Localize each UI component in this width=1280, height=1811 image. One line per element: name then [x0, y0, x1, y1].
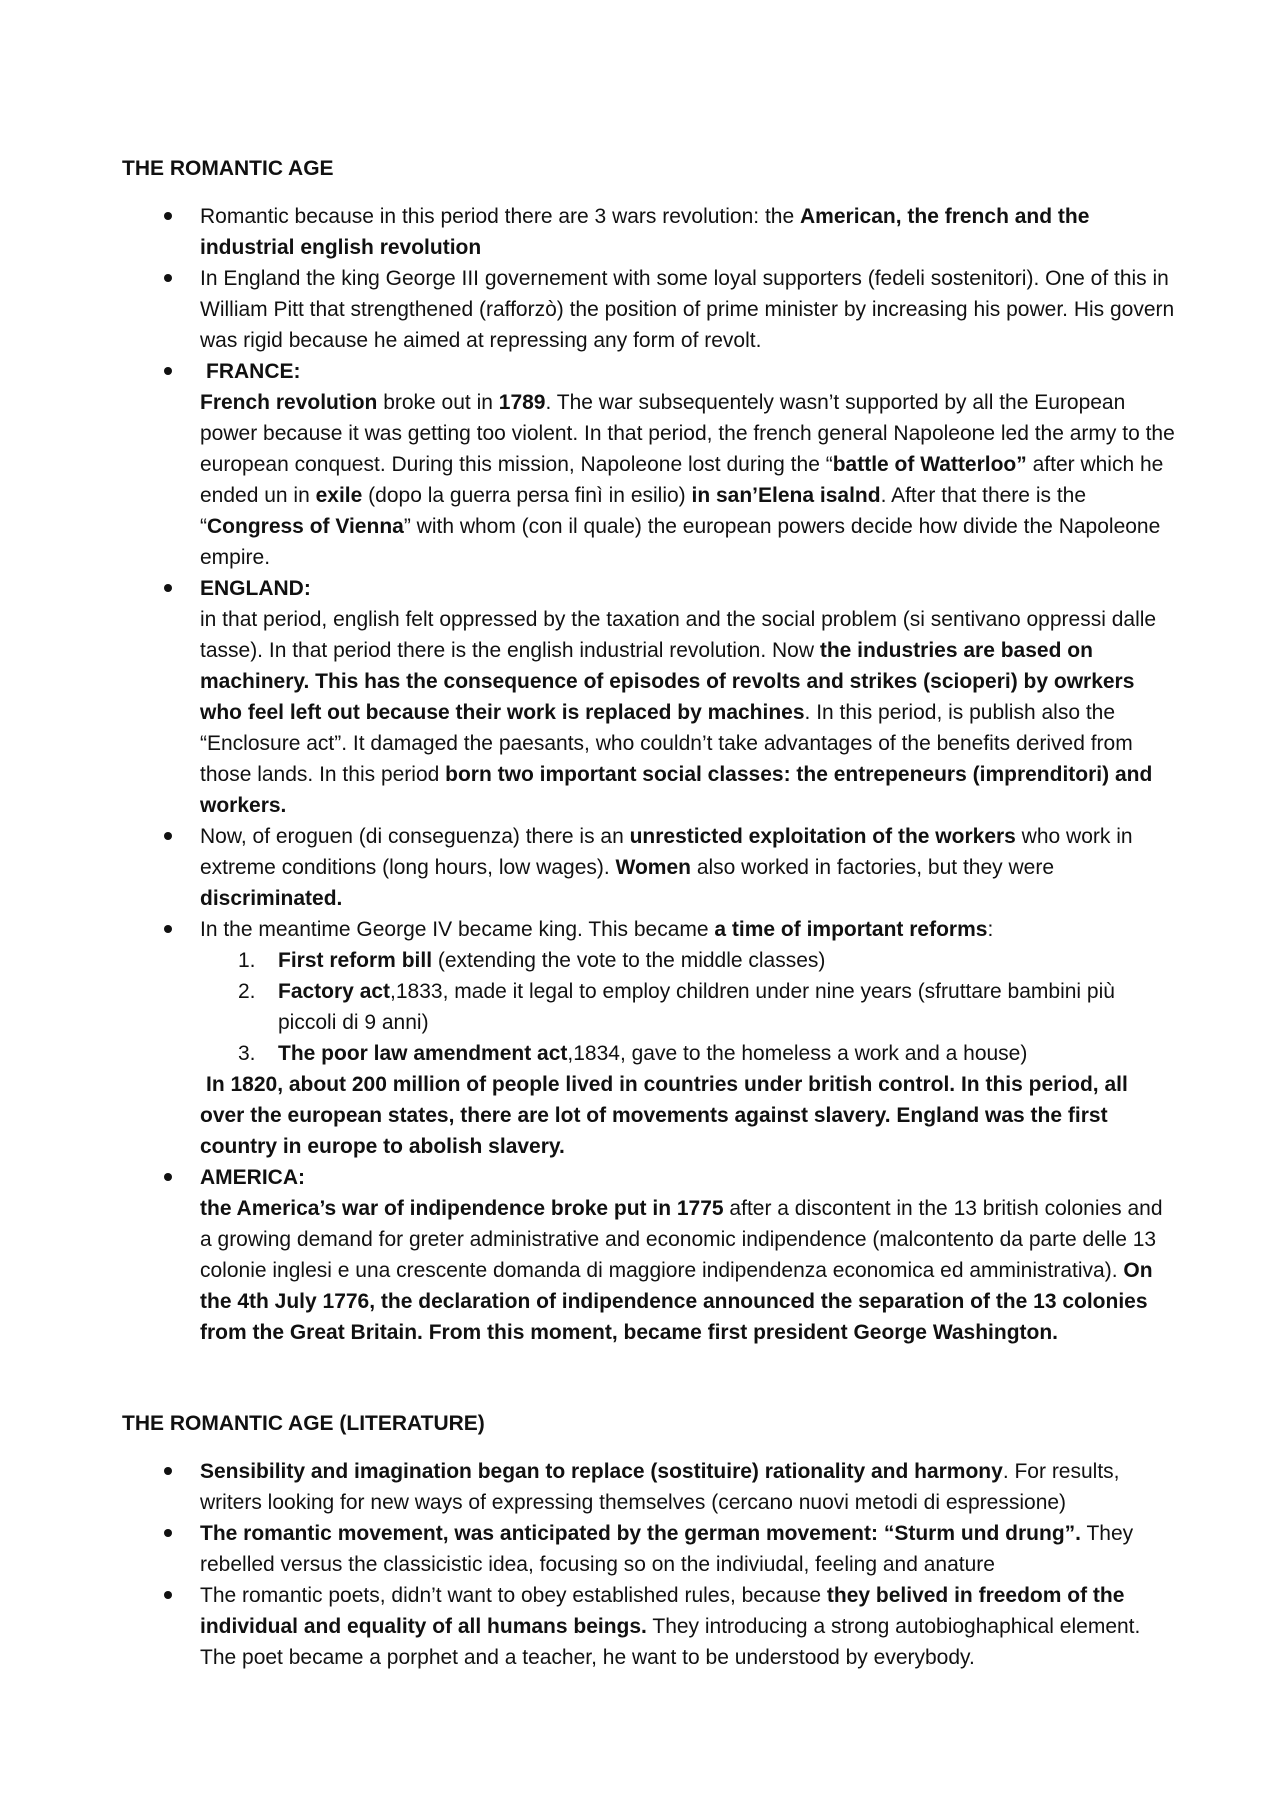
list-item — [238, 1038, 1175, 1069]
bold-text: On the 4th July 1776, the declaration of indipendence announced the separation of the 13 colonies from the Great Britain. From this moment, became first president George Washington. — [200, 1259, 1153, 1344]
list-item — [238, 945, 1175, 976]
text: ,1833, made it legal to employ children under nine years (sfruttare bambini più piccoli di 9 anni) — [278, 980, 1115, 1034]
bold-text: The romantic movement, was anticipated by the german movement: “Sturm und drung”. — [200, 1522, 1081, 1545]
text: ,1834, gave to the homeless a work and a house) — [567, 1042, 1028, 1065]
history-bullet-list — [200, 201, 1175, 1348]
text: (dopo la guerra persa finì in esilio) — [362, 484, 692, 507]
bold-text: Women — [615, 856, 691, 879]
slavery-paragraph — [200, 1069, 1175, 1162]
text: Now, of eroguen (di conseguenza) there is an — [200, 825, 630, 848]
text: (extending the vote to the middle classes) — [432, 949, 826, 972]
bold-text: unresticted exploitation of the workers — [629, 825, 1016, 848]
bold-text: born two important social classes: the entrepeneurs (imprenditori) and workers. — [200, 763, 1153, 817]
list-number: 1. — [238, 949, 256, 972]
bold-text: a time of important reforms — [714, 918, 988, 941]
bullet-romantic-poets — [200, 1580, 1175, 1673]
text: . For results, writers looking for new ways of expressing themselves (cercano nuovi metodi di espressione) — [200, 1460, 1120, 1514]
bold-text: in san’Elena isalnd — [691, 484, 881, 507]
text: ” with whom (con il quale) the european powers decide how divide the Napoleone empire. — [200, 515, 1161, 569]
bold-text: 1789 — [498, 391, 546, 414]
text: in that period, english felt oppressed by the taxation and the social problem (si sentivano oppressi dalle tasse). In that period there is the english industrial revolution. Now — [200, 608, 1157, 662]
reforms-numbered-list — [200, 945, 1175, 1069]
list-number: 2. — [238, 980, 256, 1003]
bold-text: French revolution — [200, 391, 378, 414]
literature-bullet-list — [200, 1456, 1175, 1673]
bold-text: First reform bill — [278, 949, 433, 972]
bold-text: the industries are based on machinery. This has the consequence of episodes of revolts and strikes (scioperi) by owrkers who feel left out because their work is replaced by machines — [200, 639, 1135, 724]
bold-text: exile — [315, 484, 363, 507]
bold-text: The poor law amendment act — [278, 1042, 568, 1065]
bullet-george-iv-reforms — [200, 914, 1175, 1162]
text: after which he ended un in — [200, 453, 1164, 507]
text: . In this period, is publish also the “Enclosure act”. It damaged the paesants, who couldn’t take advantages of the benefits derived from those lands. In this period — [200, 701, 1133, 786]
bullet-sensibility — [200, 1456, 1175, 1518]
text: broke out in — [377, 391, 499, 414]
bullet-george-iii — [200, 263, 1175, 356]
text: The romantic poets, didn’t want to obey established rules, because — [200, 1584, 827, 1607]
bullet-england — [200, 573, 1175, 821]
bold-text: Sensibility and imagination began to replace (sostituire) rationality and harmony — [200, 1460, 1003, 1483]
heading-romantic-age-literature: THE ROMANTIC AGE (LITERATURE) — [122, 1412, 485, 1435]
text: In England the king George III governement with some loyal supporters (fedeli sostenitori). One of this in William Pitt that strengthened (rafforzò) the position of prime minister by increasing his power. His govern was rigid because he aimed at repressing any form of revolt. — [200, 267, 1175, 352]
heading-romantic-age: THE ROMANTIC AGE — [122, 157, 334, 180]
bold-text: the America’s war of indipendence broke put in 1775 — [200, 1197, 724, 1220]
bold-text: discriminated. — [200, 887, 343, 910]
text: . After that there is the “ — [200, 484, 1087, 538]
text: They rebelled versus the classicistic idea, focusing so on the indiviudal, feeling and anature — [200, 1522, 1134, 1576]
bullet-workers — [200, 821, 1175, 914]
bold-text: American, the french and the industrial english revolution — [200, 205, 1090, 259]
bold-text: In 1820, about 200 million of people lived in countries under british control. In this period, all over the european states, there are lot of movements against slavery. England was the first country in europe to abolish slavery. — [200, 1073, 1128, 1158]
text: who work in extreme conditions (long hours, low wages). — [200, 825, 1133, 879]
bullet-france — [200, 356, 1175, 573]
section-label-france: FRANCE: — [206, 360, 301, 383]
text: also worked in factories, but they were — [690, 856, 1054, 879]
bullet-revolutions — [200, 201, 1175, 263]
list-item — [238, 976, 1175, 1038]
text: . The war subsequentely wasn’t supported by all the European power because it was getting too violent. In that period, the french general Napoleone led the army to the european conquest. During this mission, Napoleone lost during the “ — [200, 391, 1175, 476]
text: after a discontent in the 13 british colonies and a growing demand for greter administrative and economic indipendence (malcontento da parte delle 13 colonie inglesi e una crescente domanda di maggiore indipendenza economica ed amministrativa). — [200, 1197, 1163, 1282]
section-label-england: ENGLAND: — [200, 577, 311, 600]
text: : — [987, 918, 994, 941]
text: In the meantime George IV became king. This became — [200, 918, 715, 941]
bold-text: they belived in freedom of the individual and equality of all humans beings. — [200, 1584, 1125, 1638]
bullet-sturm-und-drung — [200, 1518, 1175, 1580]
bullet-america — [200, 1162, 1175, 1348]
text: Romantic because in this period there are 3 wars revolution: the — [200, 205, 800, 228]
text: They introducing a strong autobioghaphical element. The poet became a porphet and a teacher, he want to be understood by everybody. — [200, 1615, 1141, 1669]
list-number: 3. — [238, 1042, 256, 1065]
section-label-america: AMERICA: — [200, 1166, 305, 1189]
bold-text: Congress of Vienna — [207, 515, 404, 538]
bold-text: Factory act — [278, 980, 391, 1003]
bold-text: battle of Watterloo” — [832, 453, 1027, 476]
